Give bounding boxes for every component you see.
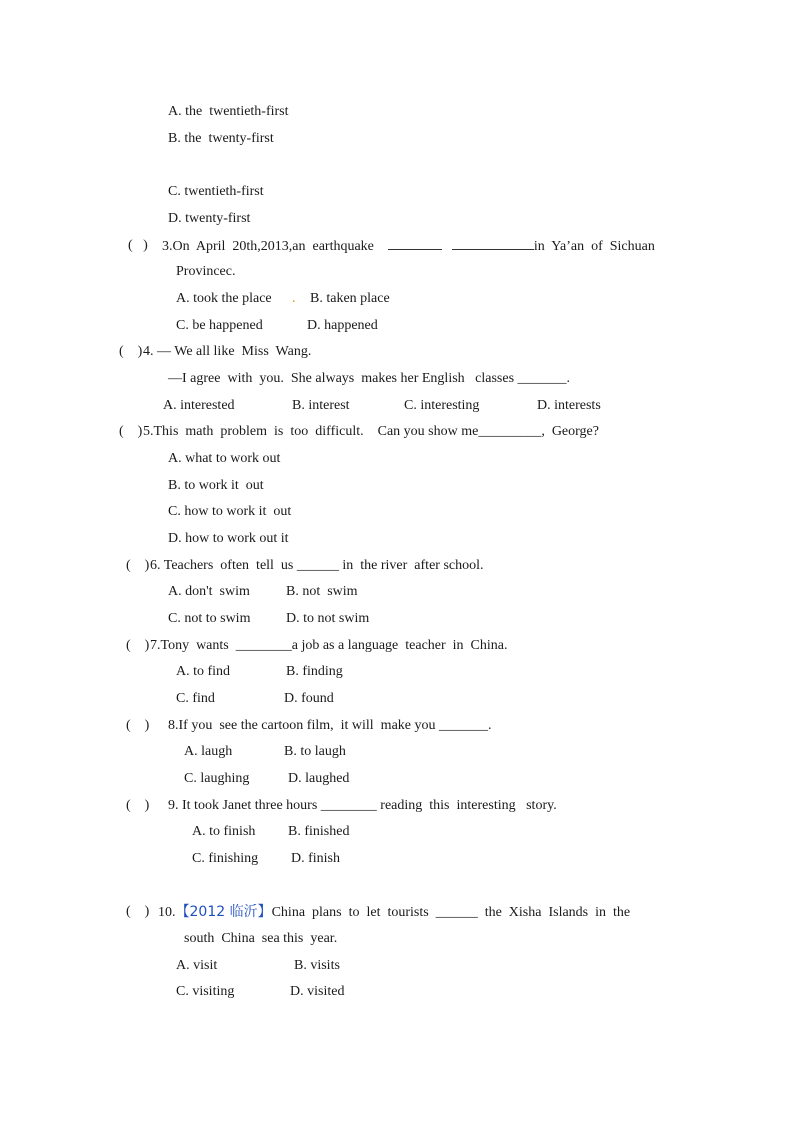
q7-answer-bracket: ( ) [126,638,150,653]
q7-option-b: B. finding [286,664,343,679]
q10-option-d: D. visited [290,984,345,999]
q7-stem: 7.Tony wants ________a job as a language teacher in China. [150,638,508,653]
q5-option-d: D. how to work out it [168,531,289,546]
q5-option-a: A. what to work out [168,451,281,466]
q7-option-a: A. to find [176,664,231,679]
q8-option-d: D. laughed [288,771,350,786]
q4-reply: —I agree with you. She always makes her English classes _______. [168,371,571,386]
q10-option-b: B. visits [294,958,340,973]
q3-stem-tail: in Ya’an of Sichuan [533,239,655,254]
q4-option-b: B. interest [292,398,350,413]
q6-option-c: C. not to swim [168,611,251,626]
q9-answer-bracket: ( ) [126,798,150,813]
q3-stray-dot: . [292,291,296,306]
q5-stem: 5.This math problem is too difficult. Can you show me_________, George? [143,424,599,439]
q9-stem: 9. It took Janet three hours ________ reading this interesting story. [168,798,557,813]
q5-option-b: B. to work it out [168,478,264,493]
q7-option-c: C. find [176,691,215,706]
q3-blank-2 [452,237,534,250]
q6-stem: 6. Teachers often tell us ______ in the river after school. [150,558,484,573]
q4-option-d: D. interests [537,398,601,413]
q8-option-c: C. laughing [184,771,250,786]
q6-answer-bracket: ( ) [126,558,150,573]
q3-option-b: B. taken place [310,291,390,306]
q4-stem: 4. — We all like Miss Wang. [143,344,312,359]
q5-answer-bracket: ( ) [119,424,143,439]
q10-stem-text: China plans to let tourists ______ the Xisha Islands in the [271,905,631,920]
q9-option-b: B. finished [288,824,350,839]
q8-option-a: A. laugh [184,744,233,759]
q2-option-b: B. the twenty-first [168,131,274,146]
q3-stem-line1 [162,237,655,256]
q6-option-a: A. don't swim [168,584,250,599]
q3-option-d: D. happened [307,318,378,333]
q9-option-a: A. to finish [192,824,256,839]
q10-option-c: C. visiting [176,984,235,999]
q2-option-c: C. twentieth-first [168,184,264,199]
q10-source-tag [176,904,272,920]
q2-option-d: D. twenty-first [168,211,251,226]
q10-option-a: A. visit [176,958,218,973]
q10-answer-bracket: ( ) [126,904,150,919]
q6-option-b: B. not swim [286,584,358,599]
q5-option-c: C. how to work it out [168,504,292,519]
q4-option-c: C. interesting [404,398,480,413]
q8-option-b: B. to laugh [284,744,346,759]
q2-option-a: A. the twentieth-first [168,104,289,119]
q10-tag-open: 【 [175,904,190,920]
q3-stem-line2: Provincec. [176,264,236,279]
q3-option-c: C. be happened [176,318,263,333]
q10-stem-line1 [158,903,630,922]
q10-tag-close: 】 [257,904,272,920]
q4-option-a: A. interested [163,398,235,413]
q3-stem-text: 3.On April 20th,2013,an earthquake [162,239,374,254]
q10-number: 10. [158,905,176,920]
q10-stem-line2: south China sea this year. [184,931,338,946]
q9-option-d: D. finish [291,851,340,866]
q8-stem: 8.If you see the cartoon film, it will make you _______. [168,718,492,733]
q9-option-c: C. finishing [192,851,259,866]
q10-tag-place: 临沂 [229,904,258,920]
q8-answer-bracket: ( ) [126,718,150,733]
q4-answer-bracket: ( ) [119,344,143,359]
q6-option-d: D. to not swim [286,611,370,626]
q7-option-d: D. found [284,691,334,706]
q3-answer-bracket: ( ) [128,238,148,253]
q10-tag-year: 2012 [189,904,226,920]
q3-option-a: A. took the place [176,291,272,306]
q3-blank-1 [388,237,442,250]
